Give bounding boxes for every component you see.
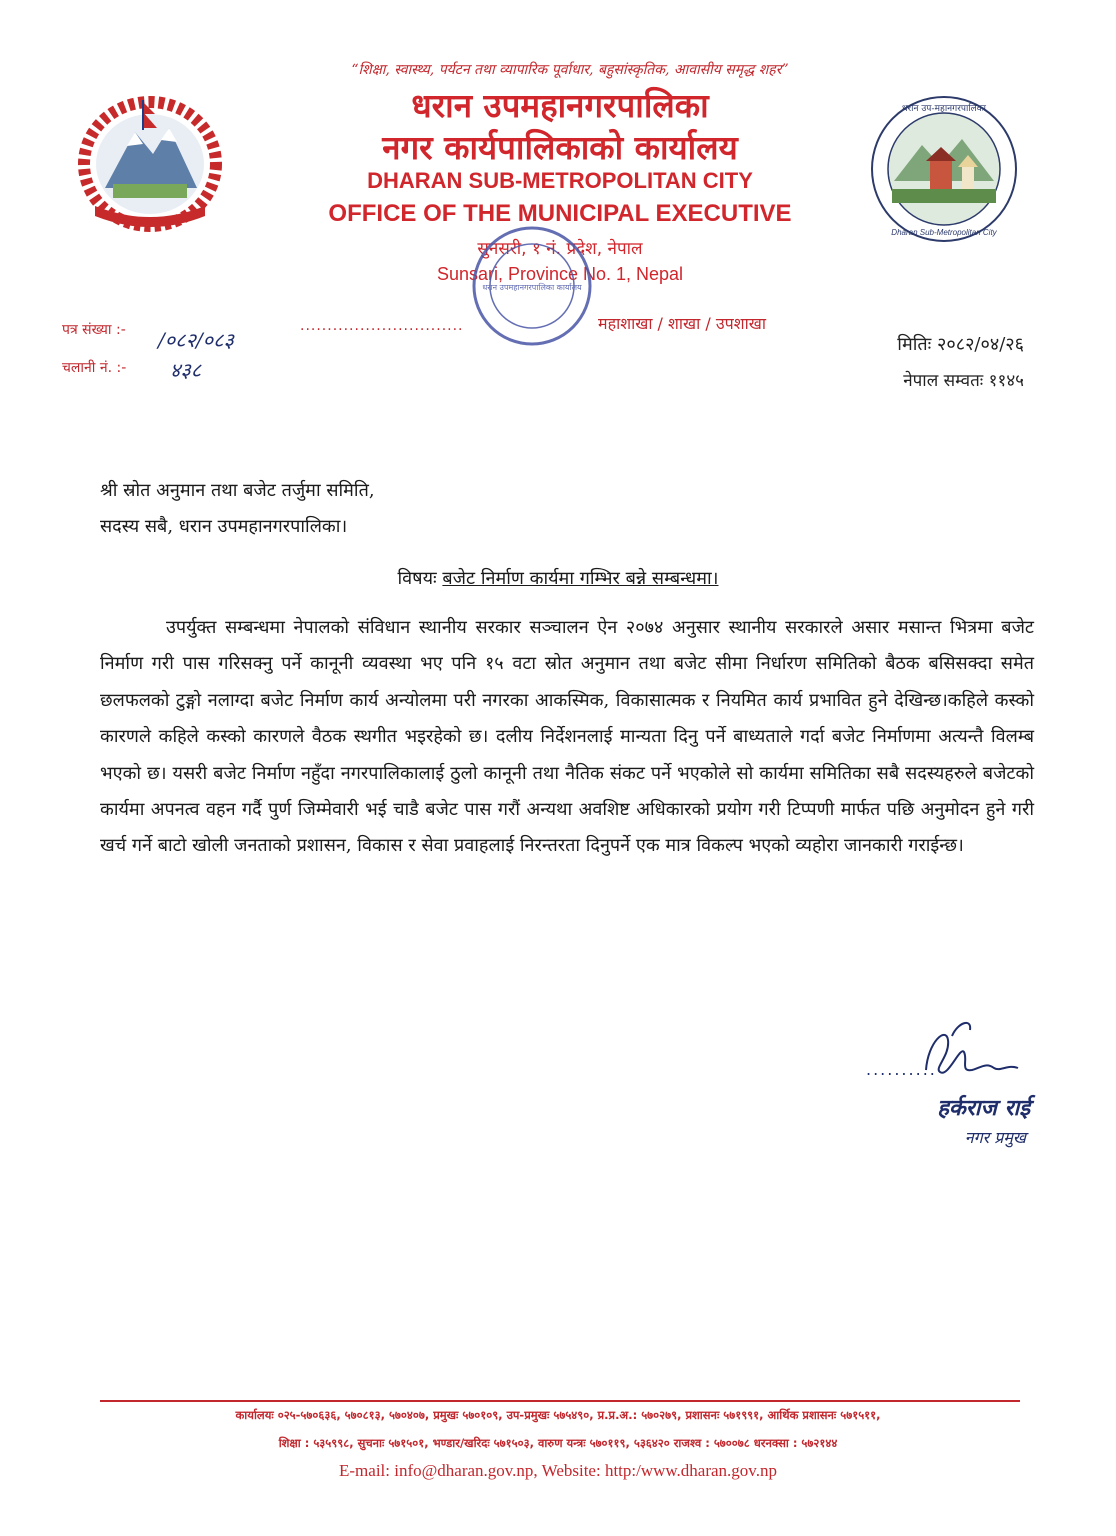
date: मितिः २०८२/०४/२६ — [897, 334, 1024, 355]
nepal-samvat: नेपाल सम्वतः ११४५ — [903, 371, 1024, 391]
body-paragraph: उपर्युक्त सम्बन्धमा नेपालको संविधान स्थानीय सरकार सञ्चालन ऐन २०७४ अनुसार स्थानीय सरकारले असार मसान्त भित्रमा बजेट निर्माण गरी पास गरिसक्नु पर्ने कानूनी व्यवस्था भए पनि १५ वटा स्रोत अनुमान तथा बजेट सीमा निर्धारण समितिको बैठक बसिसक्दा समेत छलफलको टुङ्गो नलाग्दा बजेट निर्माण कार्य अन्योलमा परी नगरका आकस्मिक, विकासात्मक र नियमित कार्य प्रभावित हुने देखिन्छ।कहिले कस्को कारणले कहिले कस्को कारणले वैठक स्थगीत भइरहेको छ। दलीय निर्देशनलाई मान्यता दिनु पर्ने बाध्यताले गर्दा बजेट निर्माणमा अत्यन्तै विलम्ब भएको छ। यसरी बजेट निर्माण नहुँदा नगरपालिकालाई ठुलो कानूनी तथा नैतिक संकट पर्ने भएकोले सो कार्यमा समितिका सबै सदस्यहरुले बजेटको कार्यमा अपनत्व वहन गर्दै पुर्ण जिम्मेवारी भई चाडै बजेट पास गरौं अन्यथा अवशिष्ट अधिकारको प्रयोग गरी टिप्पणी मार्फत पछि अनुमोदन हुने गरी खर्च गर्ने बाटो खोली जनताको प्रशासन, विकास र सेवा प्रवाहलाई निरन्तरता दिनुपर्ने एक मात्र विकल्प भएको व्यहोरा जानकारी गराईन्छ। — [100, 617, 1034, 857]
title-en-municipality: DHARAN SUB-METROPOLITAN CITY — [367, 168, 753, 193]
signer-designation: नगर प्रमुख — [964, 1128, 1026, 1147]
subject — [0, 566, 1116, 590]
title-np-office: नगर कार्यपालिकाको कार्यालय — [382, 128, 738, 167]
stamp-text: धरान उपमहानगरपालिका कार्यालय — [482, 283, 582, 292]
chalani-value: ४३८ — [170, 358, 202, 382]
patra-sankhya-label: पत्र संख्या :- — [62, 322, 126, 338]
branch-dots: .............................. — [300, 318, 464, 334]
nepal-emblem-icon — [65, 92, 235, 232]
signature-dots: .......... — [866, 1060, 937, 1079]
city-logo-text-en: Dharan Sub-Metropolitan City — [891, 228, 997, 237]
subject-label: विषयः — [397, 568, 437, 589]
patra-sankhya-value: /०८२/०८३ — [158, 328, 234, 352]
office-stamp-icon — [468, 222, 596, 350]
signer-name: हर्कराज राई — [937, 1096, 1030, 1121]
title-en-office: OFFICE OF THE MUNICIPAL EXECUTIVE — [328, 200, 792, 227]
city-logo-text-np: धरान उप-महानगरपालिका — [901, 104, 987, 114]
title-np-municipality: धरान उपमहानगरपालिका — [411, 86, 709, 125]
address-np: सुनसरी, १ नं. प्रदेश, नेपाल — [477, 239, 643, 259]
recipient-line-2: सदस्य सबै, धरान उपमहानगरपालिका। — [100, 516, 348, 537]
branch-label: महाशाखा / शाखा / उपशाखा — [598, 314, 766, 333]
recipient-line-1: श्री स्रोत अनुमान तथा बजेट तर्जुमा समिति, — [100, 480, 375, 501]
address-en: Sunsari, Province No. 1, Nepal — [436, 264, 684, 284]
chalani-label: चलानी नं. :- — [62, 360, 127, 376]
footer-email-website: E-mail: info@dharan.gov.np, Website: http:/www.dharan.gov.np — [339, 1461, 777, 1480]
motto: “शिक्षा, स्वास्थ्य, पर्यटन तथा व्यापारिक पूर्वाधार, बहुसांस्कृतिक, आवासीय समृद्ध शहर” — [351, 62, 789, 78]
footer-contact-line-2: शिक्षा : ५३५९९८, सुचनाः ५७१५०१, भण्डार/खरिदः ५७१५०३, वारुण यन्त्रः ५७०११९, ५३६४२० राजश्व : ५७००७८ धरनक्सा : ५७२१४४ — [278, 1436, 838, 1450]
signature-icon — [868, 1012, 1038, 1092]
footer-contact-line-1: कार्यालयः ०२५-५७०६३६, ५७०८१३, ५७०४०७, प्रमुखः ५७०१०९, उप-प्रमुखः ५७५४९०, प्र.प्र.अ.: ५७०२७९, प्रशासनः ५७१९९१, आर्थिक प्रशासनः ५७१५११, — [235, 1408, 881, 1422]
footer-divider — [100, 1400, 1020, 1402]
subject-text: बजेट निर्माण कार्यमा गम्भिर बन्ने सम्बन्धमा। — [442, 568, 719, 589]
